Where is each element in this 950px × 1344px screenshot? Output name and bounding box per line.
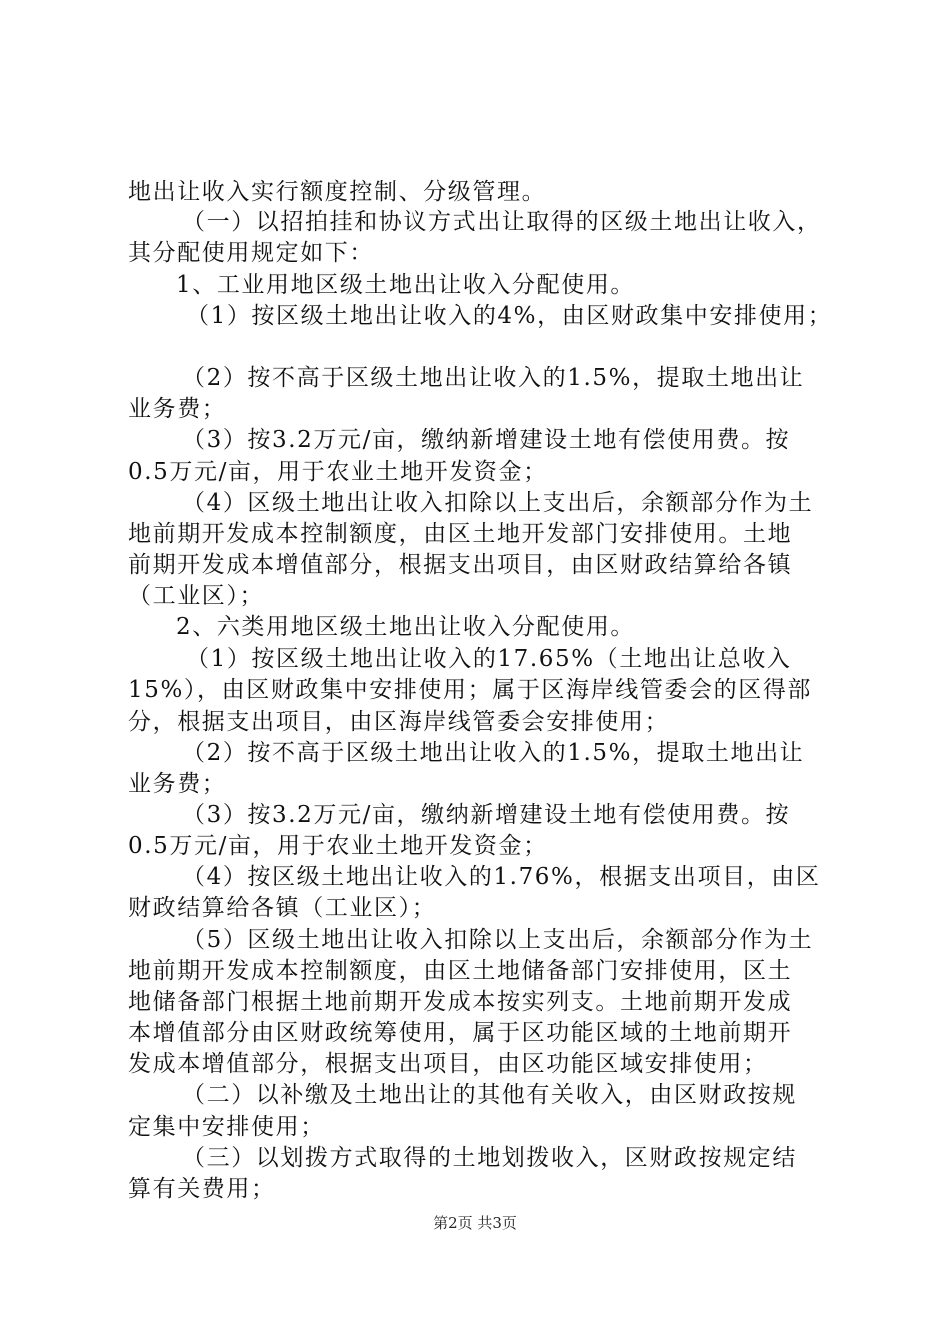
paragraph-line: （二）以补缴及土地出让的其他有关收入，由区财政按规 bbox=[182, 1082, 797, 1108]
paragraph-line: 财政结算给各镇（工业区）； bbox=[128, 895, 437, 921]
paragraph-line: （3）按3.2万元/亩，缴纳新增建设土地有偿使用费。按 bbox=[182, 427, 791, 453]
paragraph-line: 业务费； bbox=[128, 771, 227, 797]
paragraph-line: 定集中安排使用； bbox=[128, 1114, 325, 1140]
paragraph-line: 1、工业用地区级土地出让收入分配使用。 bbox=[176, 272, 636, 298]
paragraph-line: 2、六类用地区级土地出让收入分配使用。 bbox=[176, 614, 636, 640]
paragraph-line: 前期开发成本增值部分，根据支出项目，由区财政结算给各镇 bbox=[128, 552, 793, 578]
paragraph-line: 本增值部分由区财政统筹使用，属于区功能区域的土地前期开 bbox=[128, 1020, 793, 1046]
paragraph-line: 地前期开发成本控制额度，由区土地开发部门安排使用。土地 bbox=[128, 521, 793, 547]
paragraph-line: （1）按区级土地出让收入的4%，由区财政集中安排使用； bbox=[186, 303, 833, 329]
paragraph-line: （1）按区级土地出让收入的17.65%（土地出让总收入 bbox=[186, 646, 792, 672]
paragraph-line: （2）按不高于区级土地出让收入的1.5%，提取土地出让 bbox=[182, 365, 805, 391]
paragraph-line: 分，根据支出项目，由区海岸线管委会安排使用； bbox=[128, 709, 670, 735]
paragraph-line: （4）区级土地出让收入扣除以上支出后，余额部分作为土 bbox=[182, 490, 814, 516]
paragraph-line: （3）按3.2万元/亩，缴纳新增建设土地有偿使用费。按 bbox=[182, 802, 791, 828]
paragraph-line: （一）以招拍挂和协议方式出让取得的区级土地出让收入， bbox=[182, 209, 822, 235]
paragraph-line: （2）按不高于区级土地出让收入的1.5%，提取土地出让 bbox=[182, 740, 805, 766]
paragraph-line: 0.5万元/亩，用于农业土地开发资金； bbox=[128, 459, 548, 485]
paragraph-line: （三）以划拨方式取得的土地划拨收入，区财政按规定结 bbox=[182, 1145, 797, 1171]
paragraph-line: 地出让收入实行额度控制、分级管理。 bbox=[128, 179, 547, 205]
paragraph-line: 算有关费用； bbox=[128, 1176, 276, 1202]
paragraph-line: 0.5万元/亩，用于农业土地开发资金； bbox=[128, 833, 548, 859]
paragraph-line: 15%），由区财政集中安排使用；属于区海岸线管委会的区得部 bbox=[128, 677, 813, 703]
paragraph-line: （5）区级土地出让收入扣除以上支出后，余额部分作为土 bbox=[182, 927, 814, 953]
paragraph-line: 发成本增值部分，根据支出项目，由区功能区域安排使用； bbox=[128, 1051, 768, 1077]
paragraph-line: （4）按区级土地出让收入的1.76%，根据支出项目，由区 bbox=[182, 864, 821, 890]
paragraph-line: 地前期开发成本控制额度，由区土地储备部门安排使用，区土 bbox=[128, 958, 793, 984]
paragraph-line: 业务费； bbox=[128, 396, 227, 422]
paragraph-line: 其分配使用规定如下： bbox=[128, 240, 374, 266]
paragraph-line: （工业区）； bbox=[128, 583, 265, 609]
page-number-footer: 第2页 共3页 bbox=[433, 1214, 517, 1232]
paragraph-line: 地储备部门根据土地前期开发成本按实列支。土地前期开发成 bbox=[128, 989, 793, 1015]
